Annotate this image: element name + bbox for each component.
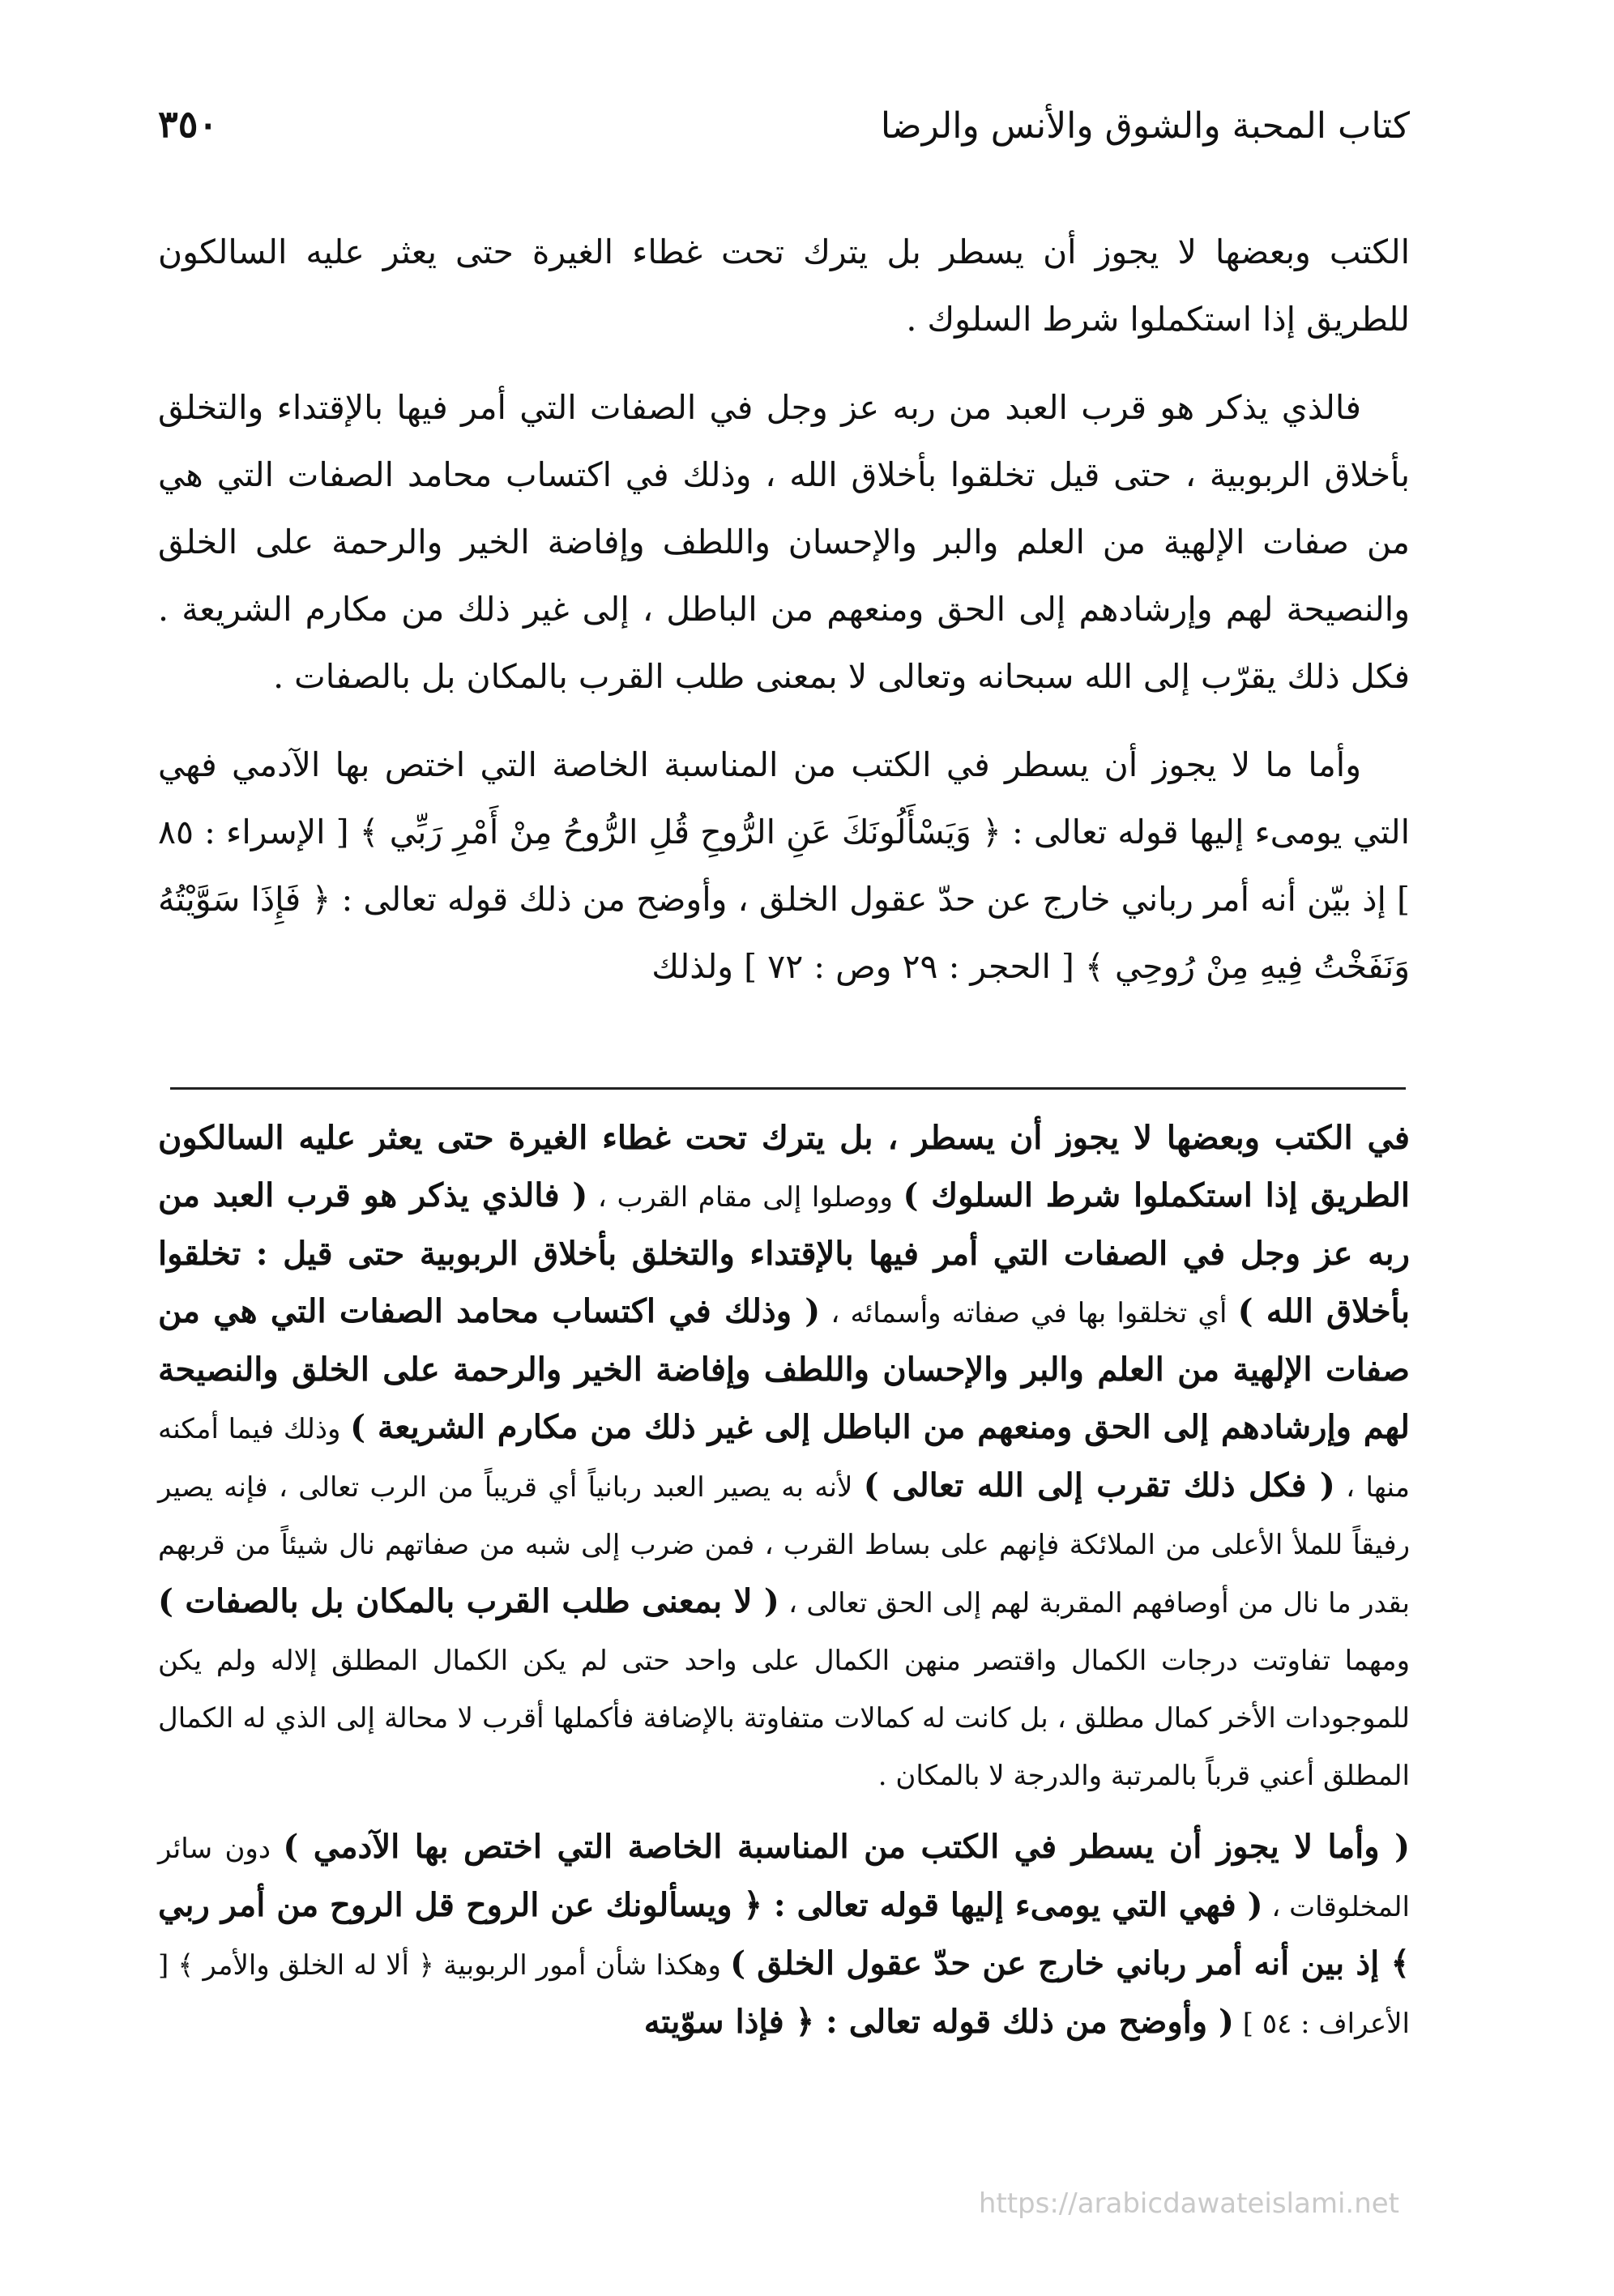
quoted-text: ( فالذي يذكر هو قرب العبد من ربه عز وجل في الصفات التي أمر فيها بالإقتداء والتخلق بأخلاق الربوبية حتى قيل : تخلقوا بأخلاق الله )	[158, 1176, 1411, 1330]
explanation-text: وهكذا شأن أمور الربوبية ﴿ ألا له الخلق والأمر ﴾ [ الأعراف : ٥٤ ]	[158, 1949, 1410, 2040]
page-header	[158, 96, 1410, 177]
quoted-text: ( لا بمعنى طلب القرب بالمكان بل بالصفات )	[158, 1582, 779, 1620]
main-paragraph: فالذي يذكر هو قرب العبد من ربه عز وجل في الصفات التي أمر فيها بالإقتداء والتخلق بأخلاق الربوبية ، حتى قيل تخلقوا بأخلاق الله ، وذلك في اكتساب محامد الصفات التي هي من صفات الإلهية من العلم والبر والإحسان واللطف وإفاضة الخير والرحمة على الخلق والنصيحة لهم وإرشادهم إلى الحق ومنعهم من الباطل ، إلى غير ذلك من مكارم الشريعة . فكل ذلك يقرّب إلى الله سبحانه وتعالى لا بمعنى طلب القرب بالمكان بل بالصفات .	[158, 388, 1410, 696]
quoted-text: ( فكل ذلك تقرب إلى الله تعالى )	[863, 1466, 1335, 1504]
quoted-text: ( وأوضح من ذلك قوله تعالى : ﴿ فإذا سوّيته	[643, 2003, 1234, 2041]
footnote-divider	[170, 1087, 1406, 1090]
main-paragraph: الكتب وبعضها لا يجوز أن يسطر بل يترك تحت غطاء الغيرة حتى يعثر عليه السالكون للطريق إذا استكملوا شرط السلوك .	[158, 233, 1410, 339]
page-number: ٣٥٠	[158, 102, 219, 146]
main-text	[158, 219, 1410, 1022]
commentary-paragraph	[158, 1819, 1410, 2052]
quoted-text: في الكتب وبعضها لا يجوز أن يسطر ، بل يترك تحت غطاء الغيرة حتى يعثر عليه السالكون الطريق إذا استكملوا شرط السلوك )	[158, 1119, 1410, 1214]
quoted-text: ( وأما لا يجوز أن يسطر في الكتب من المناسبة الخاصة التي اختص بها الآدمي )	[283, 1828, 1411, 1866]
explanation-text: وذلك فيما أمكنه منها ،	[158, 1413, 1410, 1504]
watermark-url: https://arabicdawateislami.net	[978, 2187, 1399, 2220]
quoted-text: ( وذلك في اكتساب محامد الصفات التي هي من صفات الإلهية من العلم والبر والإحسان واللطف وإفاضة الخير والرحمة على الخلق والنصيحة لهم وإرشادهم إلى الحق ومنعهم من الباطل إلى غير ذلك من مكارم الشريعة )	[158, 1292, 1410, 1446]
main-paragraph: وأما ما لا يجوز أن يسطر في الكتب من المناسبة الخاصة التي اختص بها الآدمي فهي التي يومىء إليها قوله تعالى : ﴿ وَيَسْأَلُونَكَ عَنِ الرُّوحِ قُلِ الرُّوحُ مِنْ أَمْرِ رَبِّي ﴾ [ الإسراء : ٨٥ ] إذ بيّن أنه أمر رباني خارج عن حدّ عقول الخلق ، وأوضح من ذلك قوله تعالى : ﴿ فَإِذَا سَوَّيْتُهُ وَنَفَخْتُ فِيهِ مِنْ رُوحِي ﴾ [ الحجر : ٢٩ وص : ٧٢ ] ولذلك	[158, 745, 1411, 986]
explanation-text: أي تخلقوا بها في صفاته وأسمائه ،	[820, 1297, 1238, 1329]
explanation-text: ووصلوا إلى مقام القرب ،	[587, 1181, 903, 1214]
explanation-text: ومهما تفاوتت درجات الكمال واقتصر منهن الكمال على واحد حتى لم يكن الكمال المطلق إلاله ولم يكن للموجودات الأخر كمال مطلق ، بل كانت له كمالات متفاوتة بالإضافة فأكملها أقرب لا محالة إلى الذي له الكمال المطلق أعني قرباً بالمرتبة والدرجة لا بالمكان .	[158, 1645, 1410, 1792]
running-title: كتاب المحبة والشوق والأنس والرضا	[880, 105, 1410, 147]
quoted-text: ( فهي التي يومىء إليها قوله تعالى : ﴿ ويسألونك عن الروح قل الروح من أمر ربي ﴾ إذ بين أنه أمر رباني خارج عن حدّ عقول الخلق )	[158, 1886, 1410, 1982]
explanation-text: دون سائر المخلوقات ،	[158, 1833, 1410, 1923]
explanation-text: لأنه به يصير العبد ربانياً أي قريباً من الرب تعالى ، فإنه يصير رفيقاً للملأ الأعلى من الملائكة فإنهم على بساط القرب ، فمن ضرب إلى شبه من صفاتهم نال شيئاً من قربهم بقدر ما نال من أوصافهم المقربة لهم إلى الحق تعالى ،	[158, 1471, 1410, 1620]
commentary-text	[158, 1110, 1410, 2067]
commentary-paragraph	[158, 1110, 1410, 1804]
